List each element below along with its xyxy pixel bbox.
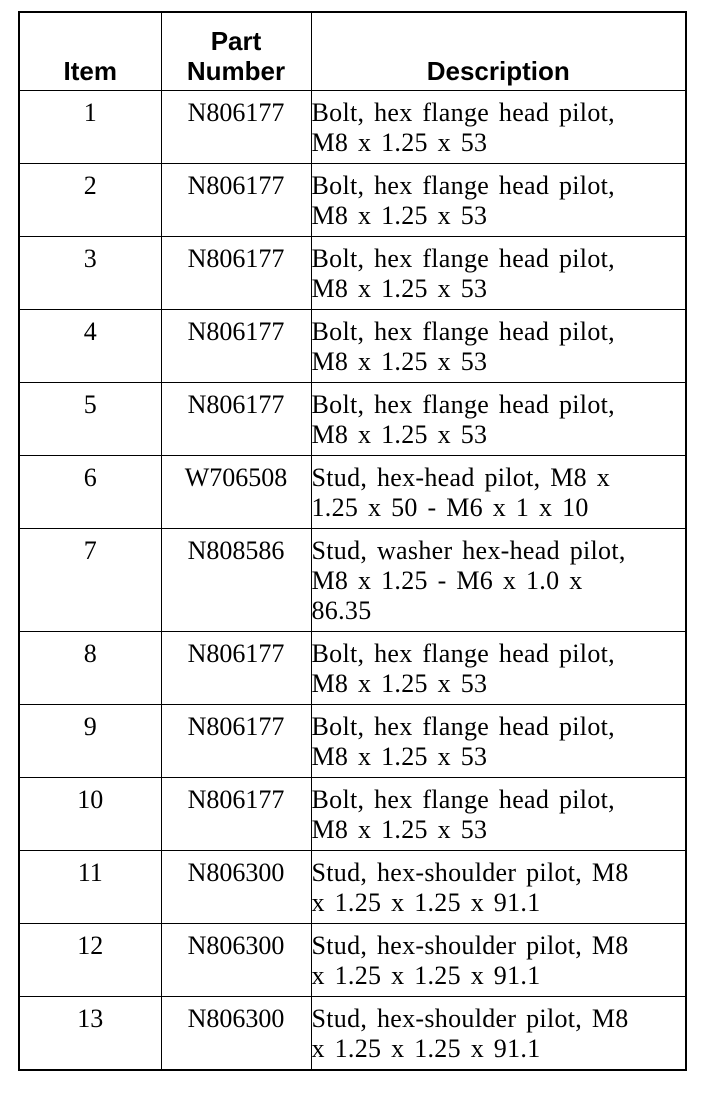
description-line: M8 x 1.25 x 53: [311, 201, 488, 230]
description-cell: [311, 164, 686, 237]
description-cell: [311, 705, 686, 778]
description-line: M8 x 1.25 x 53: [311, 669, 488, 698]
description-cell: [311, 310, 686, 383]
part-number-cell: N806177: [161, 164, 311, 237]
item-number-cell: 13: [19, 997, 161, 1071]
part-number-cell: N806177: [161, 383, 311, 456]
table-row: [19, 924, 686, 997]
description-line: M8 x 1.25 x 53: [311, 815, 488, 844]
table-row: [19, 383, 686, 456]
part-number-cell: N806300: [161, 997, 311, 1071]
item-number-cell: 4: [19, 310, 161, 383]
table-row: [19, 91, 686, 164]
description-line: M8 x 1.25 x 53: [311, 274, 488, 303]
description-line: Stud, hex-head pilot, M8 x: [311, 463, 611, 492]
description-line: Stud, hex-shoulder pilot, M8: [311, 1004, 629, 1033]
description-line: Bolt, hex flange head pilot,: [311, 244, 615, 273]
description-line: M8 x 1.25 x 53: [311, 347, 488, 376]
item-number-cell: 5: [19, 383, 161, 456]
item-number-cell: 6: [19, 456, 161, 529]
item-header: Item: [19, 12, 161, 91]
description-line: 1.25 x 50 - M6 x 1 x 10: [311, 493, 589, 522]
description-line: x 1.25 x 1.25 x 91.1: [311, 961, 541, 990]
part-number-cell: N808586: [161, 529, 311, 632]
item-number-cell: 2: [19, 164, 161, 237]
table-row: [19, 310, 686, 383]
part-header-line1: Part: [210, 26, 262, 56]
part-number-cell: N806177: [161, 778, 311, 851]
description-line: M8 x 1.25 - M6 x 1.0 x: [311, 566, 583, 595]
header-row: [19, 12, 686, 91]
part-header-line2: Number: [186, 56, 286, 86]
table-row: [19, 164, 686, 237]
description-cell: [311, 778, 686, 851]
description-line: M8 x 1.25 x 53: [311, 420, 488, 449]
part-number-cell: N806177: [161, 632, 311, 705]
description-line: Bolt, hex flange head pilot,: [311, 712, 615, 741]
part-number-header: [161, 12, 311, 91]
part-number-cell: N806177: [161, 310, 311, 383]
description-line: M8 x 1.25 x 53: [311, 742, 488, 771]
item-number-cell: 11: [19, 851, 161, 924]
description-line: x 1.25 x 1.25 x 91.1: [311, 888, 541, 917]
item-number-cell: 9: [19, 705, 161, 778]
part-number-cell: N806177: [161, 237, 311, 310]
item-number-cell: 1: [19, 91, 161, 164]
description-cell: [311, 632, 686, 705]
item-number-cell: 12: [19, 924, 161, 997]
description-cell: [311, 851, 686, 924]
parts-table: [18, 11, 687, 1071]
description-cell: [311, 529, 686, 632]
table-row: [19, 705, 686, 778]
item-number-cell: 3: [19, 237, 161, 310]
description-cell: [311, 924, 686, 997]
description-line: M8 x 1.25 x 53: [311, 128, 488, 157]
table-row: [19, 632, 686, 705]
description-line: Bolt, hex flange head pilot,: [311, 317, 615, 346]
table-row: [19, 851, 686, 924]
description-cell: [311, 456, 686, 529]
item-number-cell: 10: [19, 778, 161, 851]
description-line: Bolt, hex flange head pilot,: [311, 639, 615, 668]
item-number-cell: 8: [19, 632, 161, 705]
description-cell: [311, 237, 686, 310]
description-line: Bolt, hex flange head pilot,: [311, 98, 615, 127]
description-line: Bolt, hex flange head pilot,: [311, 171, 615, 200]
table-row: [19, 456, 686, 529]
description-line: Bolt, hex flange head pilot,: [311, 785, 615, 814]
table-body: [19, 91, 686, 1071]
description-line: Stud, hex-shoulder pilot, M8: [311, 931, 629, 960]
part-number-cell: N806300: [161, 851, 311, 924]
description-line: Bolt, hex flange head pilot,: [311, 390, 615, 419]
part-number-cell: N806300: [161, 924, 311, 997]
description-line: Stud, washer hex-head pilot,: [311, 536, 626, 565]
item-number-cell: 7: [19, 529, 161, 632]
table-row: [19, 997, 686, 1071]
part-number-cell: N806177: [161, 705, 311, 778]
description-line: 86.35: [311, 596, 372, 625]
description-header: Description: [311, 12, 686, 91]
description-line: x 1.25 x 1.25 x 91.1: [311, 1034, 541, 1063]
table-row: [19, 529, 686, 632]
description-line: Stud, hex-shoulder pilot, M8: [311, 858, 629, 887]
table-row: [19, 237, 686, 310]
part-number-cell: N806177: [161, 91, 311, 164]
description-cell: [311, 383, 686, 456]
description-cell: [311, 91, 686, 164]
part-number-cell: W706508: [161, 456, 311, 529]
table-row: [19, 778, 686, 851]
description-cell: [311, 997, 686, 1071]
